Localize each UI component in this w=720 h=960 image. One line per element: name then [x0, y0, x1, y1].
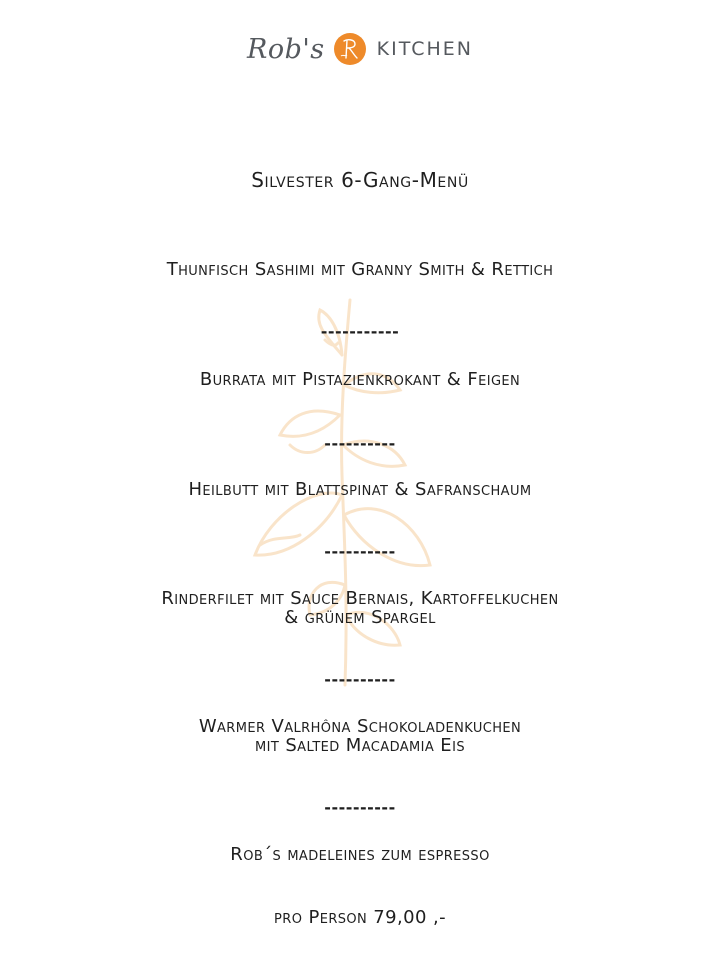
separator-4: ---------- [324, 670, 396, 689]
separator-1: ----------- [320, 322, 400, 341]
restaurant-logo [0, 32, 720, 66]
separator-2: ---------- [324, 434, 396, 453]
course-2-line-1: Burrata mit Pistazienkrokant & Feigen [199, 369, 521, 390]
course-5-line-1: Warmer Valrhôna Schokoladenkuchen [198, 716, 522, 737]
course-5-line-2: mit Salted Macadamia Eis [255, 735, 465, 756]
course-4-line-1: Rinderfilet mit Sauce Bernais, Kartoffelkuchen [161, 588, 559, 609]
course-4-line-2: & grünem Spargel [284, 607, 436, 628]
logo-script-text: Rob's [247, 33, 325, 65]
separator-3: ---------- [324, 542, 396, 561]
logo-word-text: KITCHEN [376, 38, 473, 60]
course-6-line-1: Rob´s madeleines zum espresso [230, 844, 490, 865]
separator-5: ---------- [324, 798, 396, 817]
menu-title: Silvester 6-Gang-Menü [251, 168, 469, 192]
logo-rose-icon [333, 32, 367, 66]
price-line: pro Person 79,00 ,- [274, 907, 446, 928]
course-1-line-1: Thunfisch Sashimi mit Granny Smith & Rettich [166, 259, 554, 280]
course-3-line-1: Heilbutt mit Blattspinat & Safranschaum [188, 479, 532, 500]
